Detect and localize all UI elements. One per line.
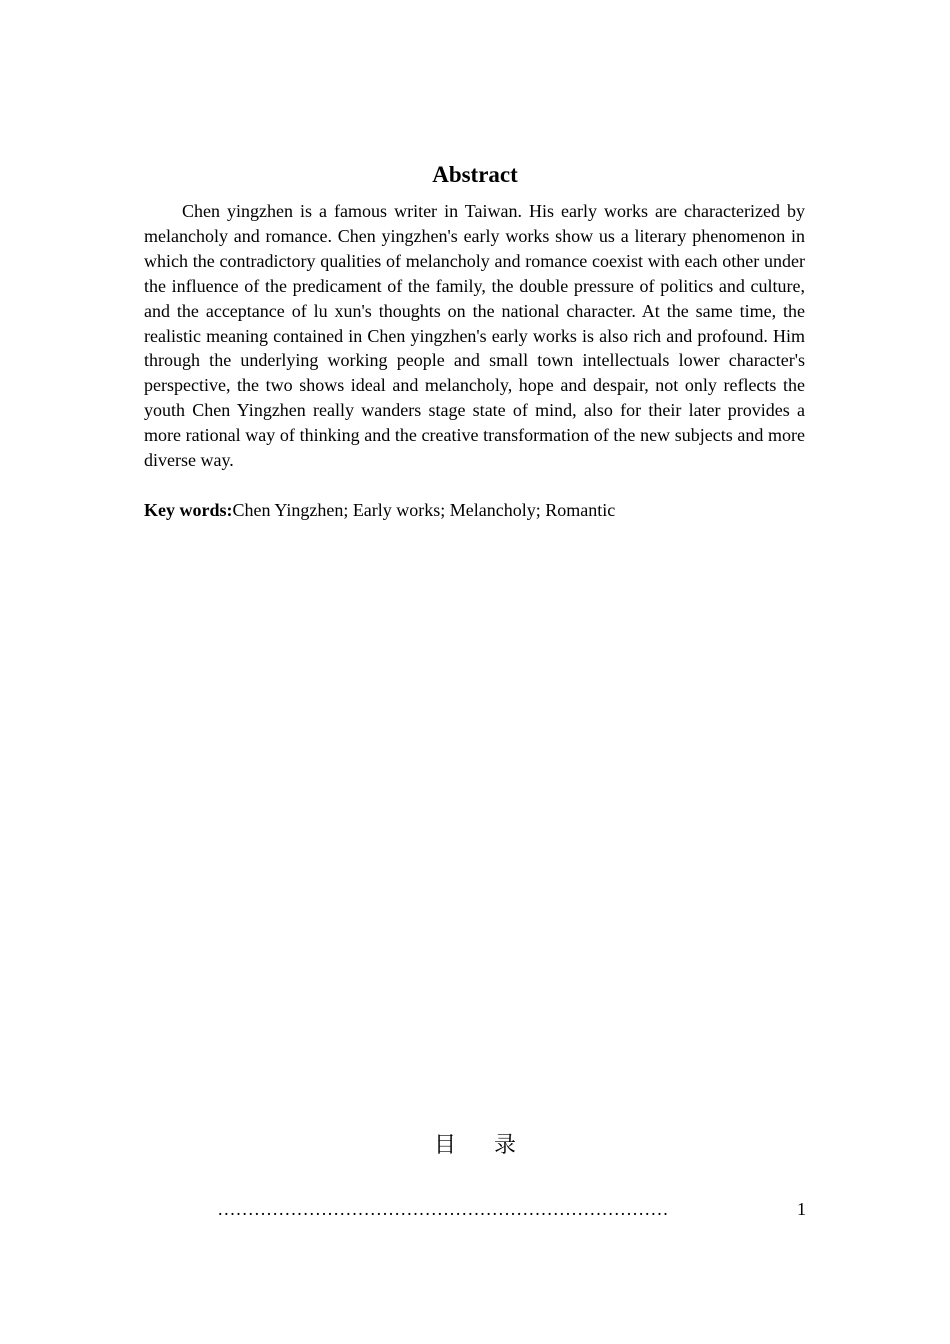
abstract-title: Abstract [432, 162, 518, 187]
toc-leader-dots: .......................................................................... [218, 1199, 670, 1219]
keywords-line [144, 498, 805, 523]
keywords-value: Chen Yingzhen; Early works; Melancholy; Romantic [232, 500, 616, 520]
toc-title-char-1: 目 [433, 1133, 456, 1158]
keywords-label: Key words: [144, 500, 233, 520]
abstract-body: Chen yingzhen is a famous writer in Taiwan. His early works are characterized by melancholy and romance. Chen yingzhen's early works show us a literary phenomenon in which the contradictory qualities of melancholy and romance coexist with each other under the influence of the predicament of the family, the double pressure of politics and culture, and the acceptance of lu xun's thoughts on the national character. At the same time, the realistic meaning contained in Chen yingzhen's early works is also rich and profound. Him through the underlying working people and small town intellectuals lower character's perspective, the two shows ideal and melancholy, hope and despair, not only reflects the youth Chen Yingzhen really wanders stage state of mind, also for their later provides a more rational way of thinking and the creative transformation of the new subjects and more diverse way. [144, 201, 805, 471]
toc-title [0, 1131, 950, 1161]
toc-title-char-2: 录 [494, 1133, 517, 1158]
toc-page-number: 1 [797, 1199, 806, 1219]
toc-entry[interactable] [218, 1196, 806, 1222]
